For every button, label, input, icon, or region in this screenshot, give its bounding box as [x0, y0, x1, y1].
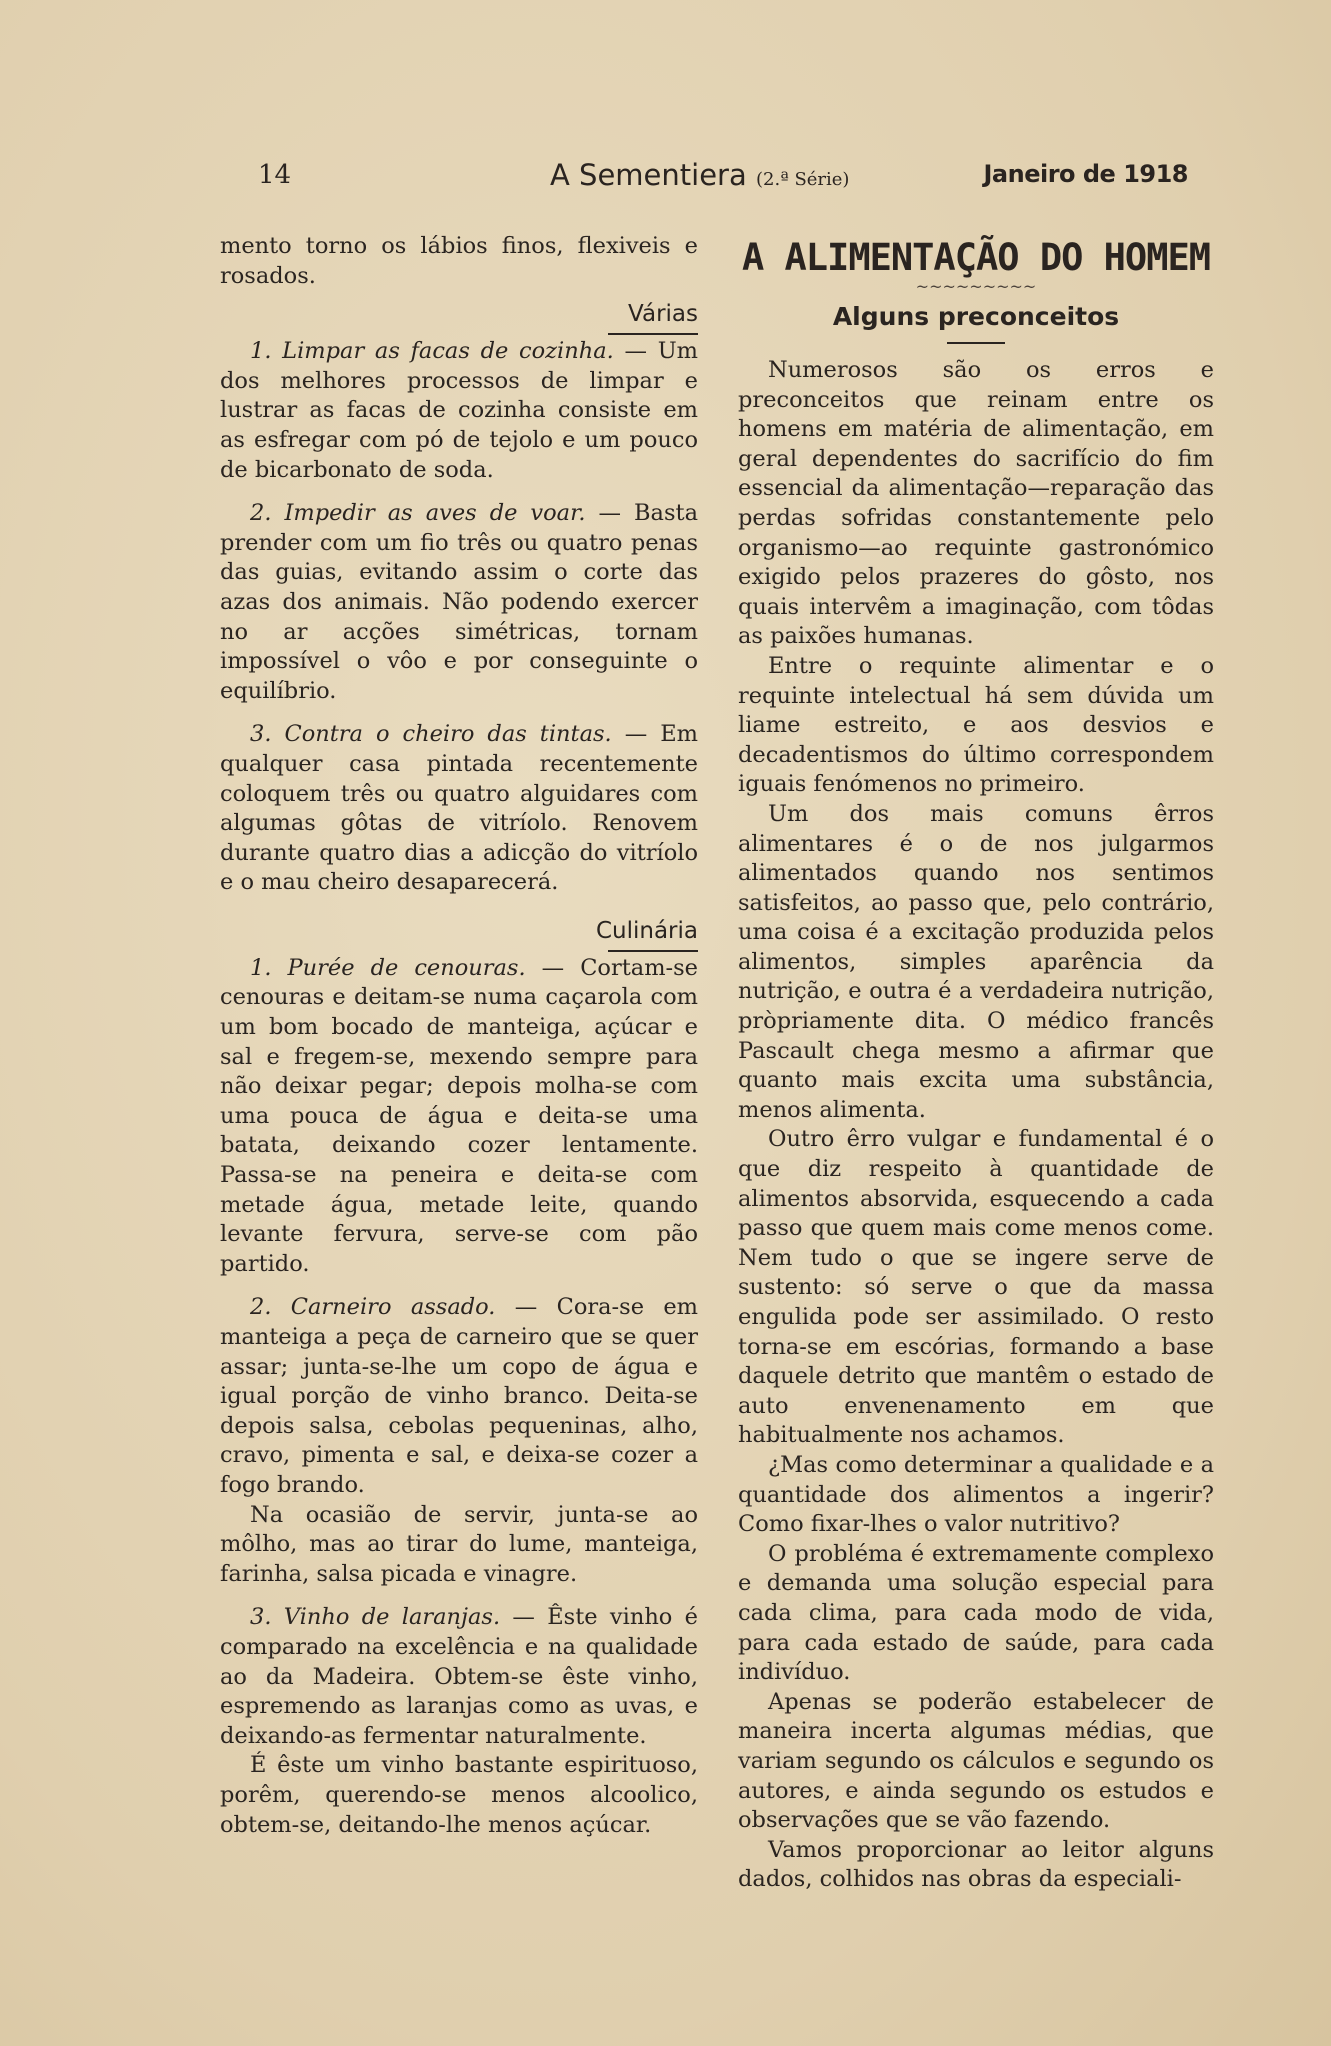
- varias-item-1: [220, 337, 698, 485]
- issue-date: Janeiro de 1918: [983, 160, 1188, 188]
- section-heading-varias: Várias: [220, 299, 698, 337]
- article-subtitle: Alguns preconceitos: [832, 302, 1120, 331]
- article-paragraph: Um dos mais comuns êrros alimentares é o de nos julgarmos alimentados quando nos sentimos satisfeitos, ao passo que, pelo contrário, uma coisa é a excitação produzida pelos alimentos, simples aparência da nutrição, e outra é a verdadeira nutrição, pròpriamente dita. O médico francês Pascault chega mesmo a afirmar que quanto mais excita uma substância, menos alimenta.: [738, 800, 1214, 1123]
- intro-paragraph: mento torno os lábios finos, flexiveis e rosados.: [220, 233, 698, 289]
- right-column: [738, 232, 1214, 1895]
- journal-title: A Sementiera: [550, 158, 747, 192]
- article-paragraph: Apenas se poderão estabelecer de maneira incerta algumas médias, que variam segundo os cálculos e segundo os autores, e ainda segundo os estudos e observações que se vão fazendo.: [738, 1688, 1214, 1834]
- culinaria-item-2: [220, 1293, 698, 1500]
- article-paragraph: Numerosos são os erros e preconceitos que reinam entre os homens em matéria de alimentação, em geral dependentes do sacrifício do fim essencial da alimentação—reparação das perdas sofridas constantemente pelo organismo—ao requinte gastronómico exigido pelos prazeres do gôsto, nos quais intervêm a imaginação, com tôdas as paixões humanas.: [738, 357, 1214, 650]
- left-column: [220, 232, 698, 1840]
- culinaria-item-2-continued: [220, 1501, 698, 1590]
- article-title: A ALIMENTAÇÃO DO HOMEM: [741, 236, 1211, 279]
- section-heading-culinaria: Culinária: [220, 916, 698, 954]
- journal-series: (2.ª Série): [755, 169, 850, 190]
- item-title: 1. Limpar as facas de cozinha.: [250, 338, 614, 365]
- item-text: — Um dos melhores processos de limpar e lustrar as facas de cozinha consiste em as esfregar com pó de tejolo e um pouco de bicarbonato de soda.: [220, 338, 698, 483]
- journal-title-block: [550, 158, 849, 192]
- item-title: 1. Purée de cenouras.: [250, 954, 526, 981]
- page-header: [258, 158, 1188, 198]
- item-title: 2. Carneiro assado.: [250, 1294, 496, 1321]
- varias-item-3: [220, 720, 698, 898]
- item-text: — Cortam-se cenouras e deitam-se numa caçarola com um bom bocado de manteiga, açúcar e sal e fregem-se, mexendo sempre para não deixar pegar; depois molha-se com uma pouca de água e deita-se uma batata, deixando cozer lentamente. Passa-se na peneira e deita-se com metade água, metade leite, quando levante fervura, serve-se com pão partido.: [220, 954, 698, 1277]
- varias-item-2: [220, 499, 698, 706]
- item-text: Na ocasião de servir, junta-se ao môlho, mas ao tirar do lume, manteiga, farinha, salsa picada e vinagre.: [220, 1501, 698, 1587]
- article-paragraph: Vamos proporcionar ao leitor alguns dados, colhidos nas obras da especiali-: [738, 1836, 1214, 1893]
- item-title: 3. Contra o cheiro das tintas.: [250, 721, 612, 748]
- culinaria-item-3: [220, 1603, 698, 1751]
- title-rule: [947, 342, 1005, 344]
- item-title: 2. Impedir as aves de voar.: [250, 500, 586, 527]
- item-text: — Em qualquer casa pintada recentemente coloquem três ou quatro alguidares com algumas gôtas de vitríolo. Renovem durante quatro dias a adicção do vitríolo e o mau cheiro desaparecerá.: [220, 721, 698, 896]
- article-paragraph: ¿Mas como determinar a qualidade e a quantidade dos alimentos a ingerir? Como fixar-lhes o valor nutritivo?: [738, 1451, 1214, 1538]
- item-text: — Cora-se em manteiga a peça de carneiro que se quer assar; junta-se-lhe um copo de água e igual porção de vinho branco. Deita-se depois salsa, cebolas pequeninas, alho, cravo, pimenta e sal, e deixa-se cozer a fogo brando.: [220, 1294, 698, 1498]
- item-text: — Êste vinho é comparado na excelência e na qualidade ao da Madeira. Obtem-se êste vinho, espremendo as laranjas como as uvas, e deixando-as fermentar naturalmente.: [220, 1604, 698, 1749]
- culinaria-item-3-continued: [220, 1751, 698, 1840]
- item-title: 3. Vinho de laranjas.: [250, 1604, 501, 1631]
- article-paragraph: Entre o requinte alimentar e o requinte intelectual há sem dúvida um liame estreito, e aos desvios e decadentismos do último correspondem iguais fenómenos no primeiro.: [738, 652, 1214, 798]
- item-text: — Basta prender com um fio três ou quatro penas das guias, evitando assim o corte das azas dos animais. Não podendo exercer no ar acções simétricas, tornam impossível o vôo e por conseguinte o equilíbrio.: [220, 500, 698, 704]
- article-paragraph: O probléma é extremamente complexo e demanda uma solução especial para cada clima, para cada modo de vida, para cada estado de saúde, para cada indivíduo.: [738, 1540, 1214, 1686]
- item-text: É êste um vinho bastante espirituoso, porêm, querendo-se menos alcoolico, obtem-se, deitando-lhe menos açúcar.: [220, 1752, 698, 1838]
- wavy-ornament: ~~~~~~~~~: [915, 277, 1037, 296]
- culinaria-item-1: [220, 954, 698, 1280]
- article-paragraph: Outro êrro vulgar e fundamental é o que diz respeito à quantidade de alimentos absorvida, esquecendo a cada passo que quem mais come menos come. Nem tudo o que se ingere serve de sustento: só serve o que da massa engulida pode ser assimilado. O resto torna-se em escórias, formando a base daquele detrito que mantêm o estado de auto envenenamento em que habitualmente nos achamos.: [738, 1126, 1214, 1449]
- page-number: 14: [258, 160, 292, 190]
